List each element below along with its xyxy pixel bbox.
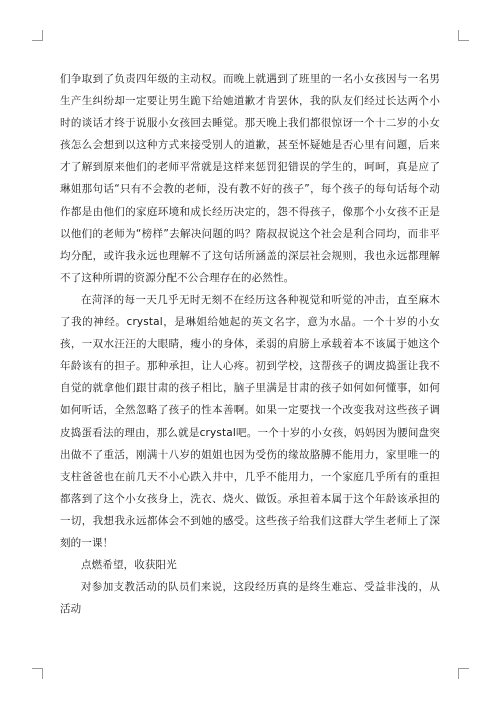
paragraph-3: 对参加支教活动的队员们来说，这段经历真的是终生难忘、受益非浅的，从活动 bbox=[60, 581, 440, 616]
document-body bbox=[60, 68, 440, 620]
crop-mark-bottom-right bbox=[458, 668, 469, 679]
crop-mark-top-left bbox=[32, 30, 43, 41]
section-heading: 点燃希望，收获阳光 bbox=[81, 559, 177, 572]
paragraph-2: 在菏泽的每一天几乎无时无刻不在经历这各种视觉和听觉的冲击，直至麻木了我的神经。crystal，是琳姐给她起的英文名字，意为水晶。一个十岁的小女孩，一双水汪汪的大眼睛，瘦小的身体，柔弱的肩膀上承载着本不该属于她这个年龄该有的担子。那种承担，让人心疼。初到学校，这帮孩子的调皮捣蛋让我不自觉的就拿他们跟甘肃的孩子相比，脑子里满是甘肃的孩子如何如何懂事，如何如何听话，全然忽略了孩子的性本善啊。如果一定要找一个改变我对这些孩子调皮捣蛋看法的理由，那么就是crystal吧。一个十岁的小女孩，妈妈因为腰间盘突出做不了重活，刚满十八岁的姐姐也因为受伤的缘故胳膊不能用力，家里唯一的支柱爸爸也在前几天不小心跌入井中，几乎不能用力，一个家庭几乎所有的重担都落到了这个小女孩身上，洗衣、烧火、做饭。承担着本属于这个年龄该承担的一切，我想我永远都体会不到她的感受。这些孩子给我们这群大学生老师上了深刻的一课！ bbox=[60, 293, 440, 549]
crop-mark-top-right bbox=[458, 30, 469, 41]
crop-mark-bottom-left bbox=[32, 668, 43, 679]
paragraph-1: 们争取到了负责四年级的主动权。而晚上就遇到了班里的一名小女孩因与一名男生产生纠纷却一定要让男生跪下给她道歉才肯罢休，我的队友们经过长达两个小时的谈话才终于说服小女孩回去睡觉。那天晚上我们都很惊讶一个十二岁的小女孩怎么会想到以这种方式来接受别人的道歉，甚至怀疑她是否心里有问题，后来才了解到原来他们的老师平常就是这样来惩罚犯错误的学生的，呵呵，真是应了琳姐那句话“只有不会教的老师，没有教不好的孩子”，每个孩子的每句话每个动作都是由他们的家庭环境和成长经历决定的，怨不得孩子，像那个小女孩不正是以他们的老师为“榜样”去解决问题的吗？隋叔叔说这个社会是利合同均，而非平均分配，或许我永远也理解不了这句话所涵盖的深层社会规则，我也永远都理解不了这种所谓的资源分配不公合理存在的必然性。 bbox=[60, 73, 440, 284]
